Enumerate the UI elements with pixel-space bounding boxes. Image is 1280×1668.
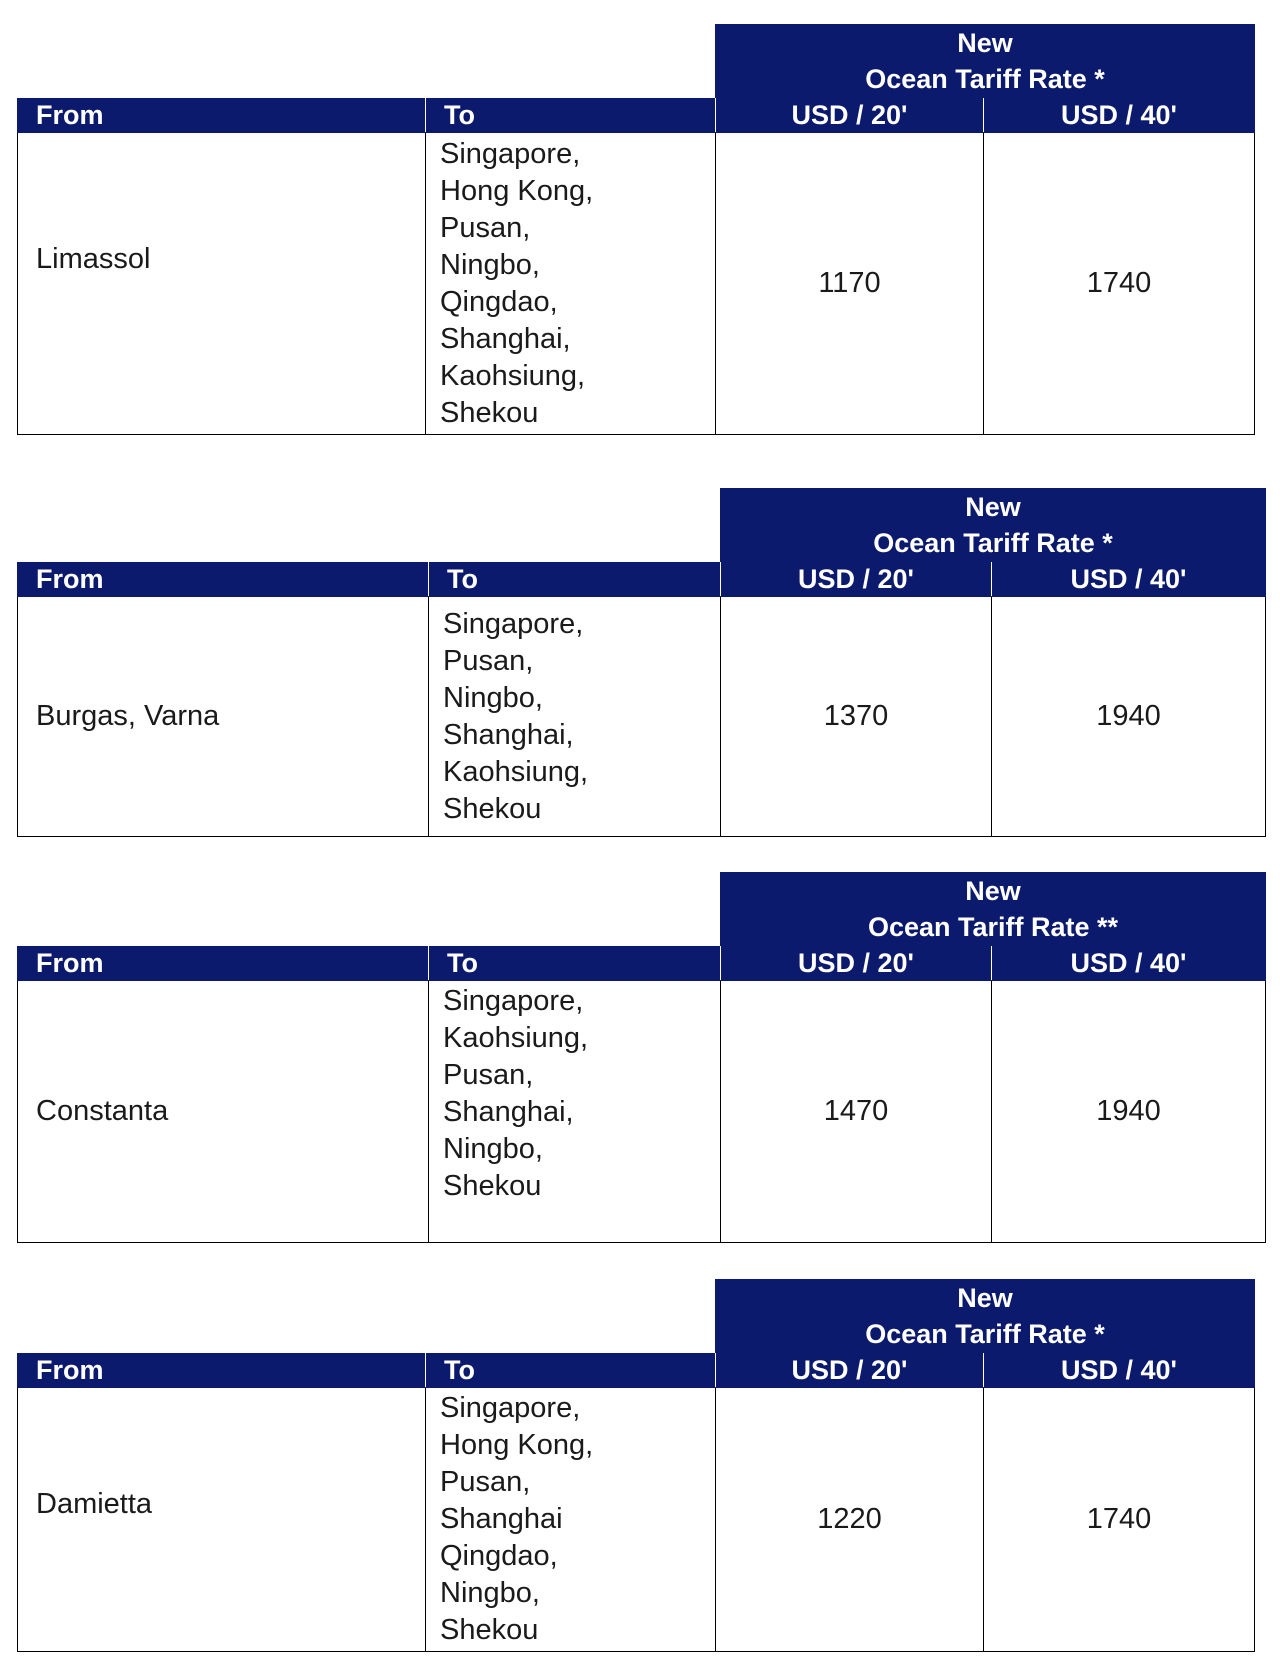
destination-port: Pusan,: [440, 211, 531, 244]
destination-port: Shanghai,: [440, 322, 571, 355]
column-header-from: From: [18, 562, 429, 597]
column-header-usd20: USD / 20': [716, 1353, 984, 1388]
destination-port: Ningbo,: [443, 1133, 543, 1165]
column-header-usd20: USD / 20': [721, 562, 992, 597]
destination-ports: [429, 597, 721, 837]
rate-header-line2: Ocean Tariff Rate **: [867, 912, 1119, 942]
column-header-from: From: [18, 98, 426, 133]
column-header-usd20: USD / 20': [716, 98, 984, 133]
destination-port: Qingdao,: [440, 285, 558, 318]
destination-port: Ningbo,: [443, 681, 543, 714]
destination-port: Kaohsiung,: [440, 359, 586, 392]
from-port: Limassol: [18, 133, 426, 435]
destination-port: Singapore,: [443, 985, 584, 1017]
column-header-from: From: [18, 946, 429, 981]
table-row: [18, 597, 1266, 837]
column-header-usd20: USD / 20': [721, 946, 992, 981]
column-header-to: To: [429, 946, 721, 981]
rate-header-line1: New: [957, 1283, 1013, 1313]
destination-port: Qingdao,: [440, 1540, 558, 1572]
destination-port: Pusan,: [443, 1059, 534, 1091]
rate-usd20: 1370: [721, 597, 992, 837]
column-header-usd40: USD / 40': [992, 562, 1266, 597]
destination-ports: [429, 981, 721, 1243]
from-port: Damietta: [18, 1388, 426, 1652]
tariff-table-constanta: [17, 872, 1266, 1243]
header-spacer: [18, 873, 721, 946]
from-port: Constanta: [18, 981, 429, 1243]
rate-usd20: 1470: [721, 981, 992, 1243]
destination-port: Singapore,: [440, 1392, 581, 1424]
rate-header: [716, 1280, 1255, 1353]
table-row: [18, 981, 1266, 1243]
table-row: [18, 133, 1255, 435]
column-header-to: To: [426, 1353, 716, 1388]
column-header-from: From: [18, 1353, 426, 1388]
column-header-usd40: USD / 40': [992, 946, 1266, 981]
rate-header-line1: New: [957, 28, 1013, 58]
table-row: [18, 1388, 1255, 1652]
destination-port: Hong Kong,: [440, 1429, 594, 1461]
destination-port: Shekou: [440, 396, 539, 429]
column-header-to: To: [429, 562, 721, 597]
destination-port: Pusan,: [440, 1466, 531, 1498]
destination-port: Shanghai,: [443, 718, 574, 751]
destination-port: Shekou: [443, 792, 542, 825]
column-header-to: To: [426, 98, 716, 133]
destination-port: Ningbo,: [440, 248, 540, 281]
rate-usd40: 1740: [984, 133, 1255, 435]
rate-header-line2: Ocean Tariff Rate *: [865, 64, 1105, 94]
rate-usd40: 1740: [984, 1388, 1255, 1652]
header-spacer: [18, 25, 716, 98]
destination-port: Singapore,: [440, 137, 581, 170]
from-port: Burgas, Varna: [18, 597, 429, 837]
destination-port: Pusan,: [443, 644, 534, 677]
rate-header: [716, 25, 1255, 98]
destination-ports: [426, 1388, 716, 1652]
tariff-table-damietta: [17, 1279, 1255, 1652]
rate-usd40: 1940: [992, 981, 1266, 1243]
tariff-table-limassol: [17, 24, 1255, 435]
rate-header: [721, 873, 1266, 946]
destination-port: Singapore,: [443, 607, 584, 640]
header-spacer: [18, 489, 721, 562]
rate-usd20: 1170: [716, 133, 984, 435]
column-header-usd40: USD / 40': [984, 1353, 1255, 1388]
tariff-table-burgas-varna: [17, 488, 1266, 837]
column-header-usd40: USD / 40': [984, 98, 1255, 133]
rate-usd20: 1220: [716, 1388, 984, 1652]
rate-header-line1: New: [965, 492, 1021, 522]
destination-port: Kaohsiung,: [443, 1022, 589, 1054]
rate-header-line1: New: [965, 876, 1021, 906]
destination-port: Hong Kong,: [440, 174, 594, 207]
destination-port: Ningbo,: [440, 1577, 540, 1609]
destination-port: Kaohsiung,: [443, 755, 589, 788]
header-spacer: [18, 1280, 716, 1353]
destination-ports: [426, 133, 716, 435]
rate-header-line2: Ocean Tariff Rate *: [865, 1319, 1105, 1349]
destination-port: Shanghai: [440, 1503, 563, 1535]
destination-port: Shekou: [440, 1614, 539, 1646]
destination-port: Shekou: [443, 1170, 542, 1202]
rate-header-line2: Ocean Tariff Rate *: [873, 528, 1113, 558]
rate-usd40: 1940: [992, 597, 1266, 837]
rate-header: [721, 489, 1266, 562]
destination-port: Shanghai,: [443, 1096, 574, 1128]
